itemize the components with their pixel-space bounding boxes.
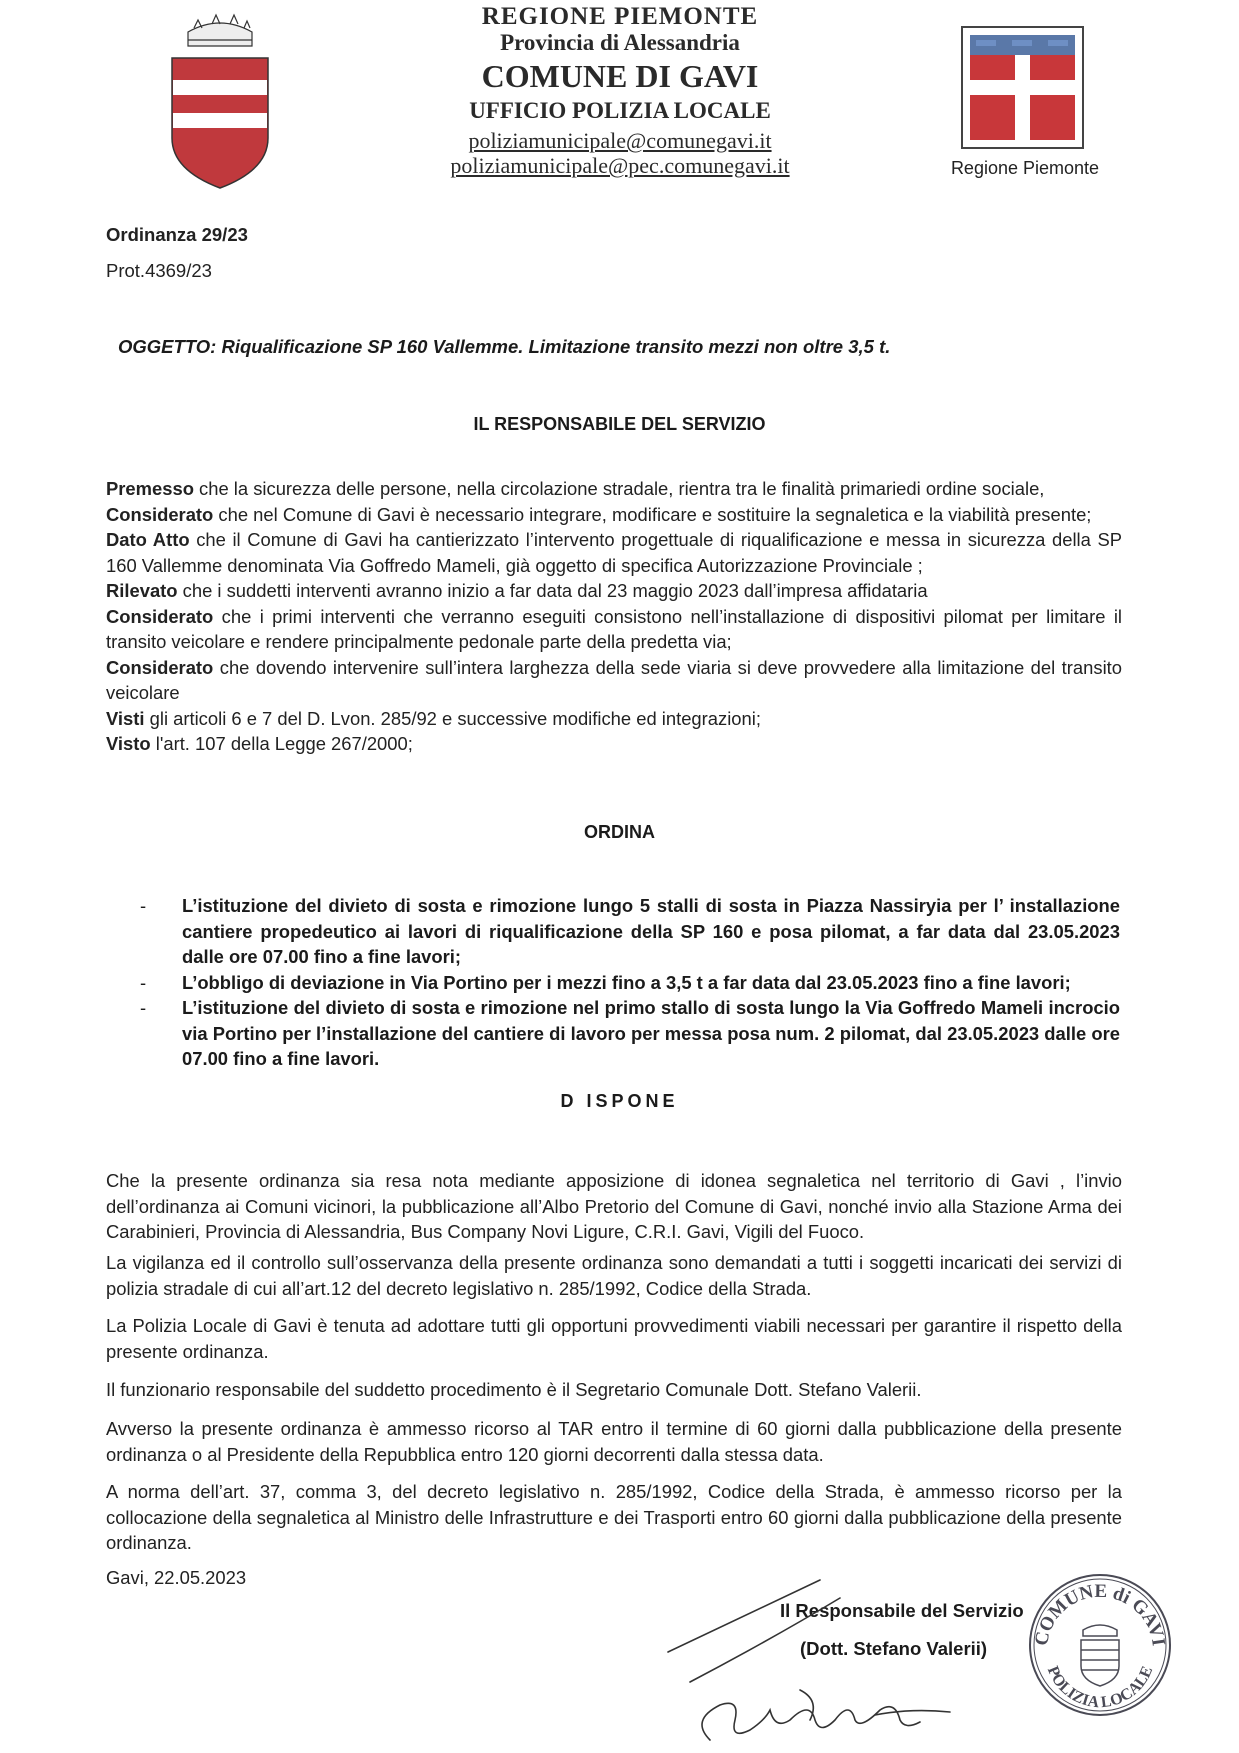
premise-item: Considerato che i primi interventi che verranno eseguiti consistono nell’installazione di dispositivi pilomat per limitare il transito veicolare e rendere principalmente pedonale parte della predetta via; xyxy=(106,605,1122,652)
premise-item: Rilevato che i suddetti interventi avranno inizio a far data dal 23 maggio 2023 dall’impresa affidataria xyxy=(106,580,928,601)
protocol-number: Prot.4369/23 xyxy=(106,260,212,281)
premise-item: Premesso che la sicurezza delle persone, nella circolazione stradale, rientra tra le finalità primariedi ordine sociale, xyxy=(106,478,1045,499)
premise-item: Visti gli articoli 6 e 7 del D. Lvon. 285/92 e successive modifiche ed integrazioni; xyxy=(106,707,761,729)
premise-item: Considerato che nel Comune di Gavi è necessario integrare, modificare e sostituire la segnaletica e la viabilità presente; xyxy=(106,503,1092,525)
orders-title: ORDINA xyxy=(584,822,655,842)
disposition-paragraph: A norma dell’art. 37, comma 3, del decreto legislativo n. 285/1992, Codice della Strada, è ammesso ricorso per la collocazione della segnaletica al Ministro delle Infrastrutture e dei Trasporti entro 60 giorni dalla pubblicazione della presente ordinanza. xyxy=(106,1481,1122,1553)
province-heading: Provincia di Alessandria xyxy=(500,30,740,55)
dispositions-title: D ISPONE xyxy=(560,1091,679,1111)
disposition-paragraph: Che la presente ordinanza sia resa nota mediante apposizione di idonea segnaletica nel territorio di Gavi , l’invio dell’ordinanza ai Comuni vicinori, la pubblicazione all’Albo Pretorio del Comune di Gavi, nonché invio alla Stazione Arma dei Carabinieri, Provincia di Alessandria, Bus Company Novi Ligure, C.R.I. Gavi, Vigili del Fuoco. xyxy=(106,1170,1122,1242)
disposition-paragraph: La vigilanza ed il controllo sull’osservanza della presente ordinanza sono demandati a tutti i soggetti incaricati dei servizi di polizia stradale di cui all’art.12 del decreto legislativo n. 285/1992, Codice della Strada. xyxy=(106,1252,1122,1299)
premises-block xyxy=(106,476,1122,757)
disposition-paragraph: La Polizia Locale di Gavi è tenuta ad adottare tutti gli opportuni provvedimenti viabili necessari per garantire il rispetto della presente ordinanza. xyxy=(106,1315,1122,1362)
premise-item: Dato Atto che il Comune di Gavi ha cantierizzato l’intervento progettuale di riqualificazione e messa in sicurezza della SP 160 Vallemme denominata Via Goffredo Mameli, già oggetto di specifica Autorizzazione Provinciale ; xyxy=(106,529,1123,576)
signature-name: (Dott. Stefano Valerii) xyxy=(800,1638,988,1659)
svg-text:POLIZIA LOCALE: POLIZIA LOCALE xyxy=(1043,1663,1157,1712)
municipality-heading: COMUNE DI GAVI xyxy=(481,58,759,94)
premise-item: Visto l'art. 107 della Legge 267/2000; xyxy=(106,733,413,754)
premise-item: Considerato che dovendo intervenire sull’intera larghezza della sede viaria si deve provvedere alla limitazione del transito veicolare xyxy=(106,656,1122,703)
disposition-paragraph: Avverso la presente ordinanza è ammesso ricorso al TAR entro il termine di 60 giorni dalla pubblicazione della presente ordinanza o al Presidente della Repubblica entro 120 giorni decorrenti dalla stessa data. xyxy=(106,1418,1122,1465)
pec-email-link[interactable]: poliziamunicipale@pec.comunegavi.it xyxy=(450,153,790,178)
handwritten-signature xyxy=(650,1570,970,1753)
order-item: - L’istituzione del divieto di sosta e rimozione lungo 5 stalli di sosta in Piazza Nassiryia per l’ installazione cantiere propedeutico ai lavori di riqualificazione della SP 160 e posa pilomat, a far data dal 23.05.2023 dalle ore 07.00 fino a fine lavori; xyxy=(140,895,1120,967)
regione-caption: Regione Piemonte xyxy=(950,158,1100,178)
svg-text:COMUNE di GAVI: COMUNE di GAVI xyxy=(1030,1580,1169,1648)
issuer-title: IL RESPONSABILE DEL SERVIZIO xyxy=(473,414,766,434)
order-item: - L’istituzione del divieto di sosta e rimozione nel primo stallo di sosta lungo la Via Goffredo Mameli incrocio via Portino per l’installazione del cantiere di lavoro per messa posa num. 2 pilomat, dal 23.05.2023 dalle ore 07.00 fino a fine lavori. xyxy=(140,997,1120,1069)
office-heading: UFFICIO POLIZIA LOCALE xyxy=(469,98,771,123)
order-item: - L’obbligo di deviazione in Via Portino per i mezzi fino a 3,5 t a far data dal 23.05.2023 fino a fine lavori; xyxy=(140,971,1071,993)
email-link[interactable]: poliziamunicipale@comunegavi.it xyxy=(468,128,772,153)
place-date: Gavi, 22.05.2023 xyxy=(106,1567,247,1588)
regione-piemonte-logo xyxy=(960,25,1085,150)
ordinance-number: Ordinanza 29/23 xyxy=(106,224,248,245)
disposition-paragraph: Il funzionario responsabile del suddetto procedimento è il Segretario Comunale Dott. Stefano Valerii. xyxy=(106,1379,922,1400)
subject-line: OGGETTO: Riqualificazione SP 160 Vallemme. Limitazione transito mezzi non oltre 3,5 t. xyxy=(118,336,891,357)
polizia-locale-stamp xyxy=(1025,1570,1175,1720)
orders-list xyxy=(140,893,1120,1072)
signature-title: Il Responsabile del Servizio xyxy=(780,1600,1024,1621)
region-heading: REGIONE PIEMONTE xyxy=(481,3,759,24)
gavi-crest-logo xyxy=(160,10,280,190)
